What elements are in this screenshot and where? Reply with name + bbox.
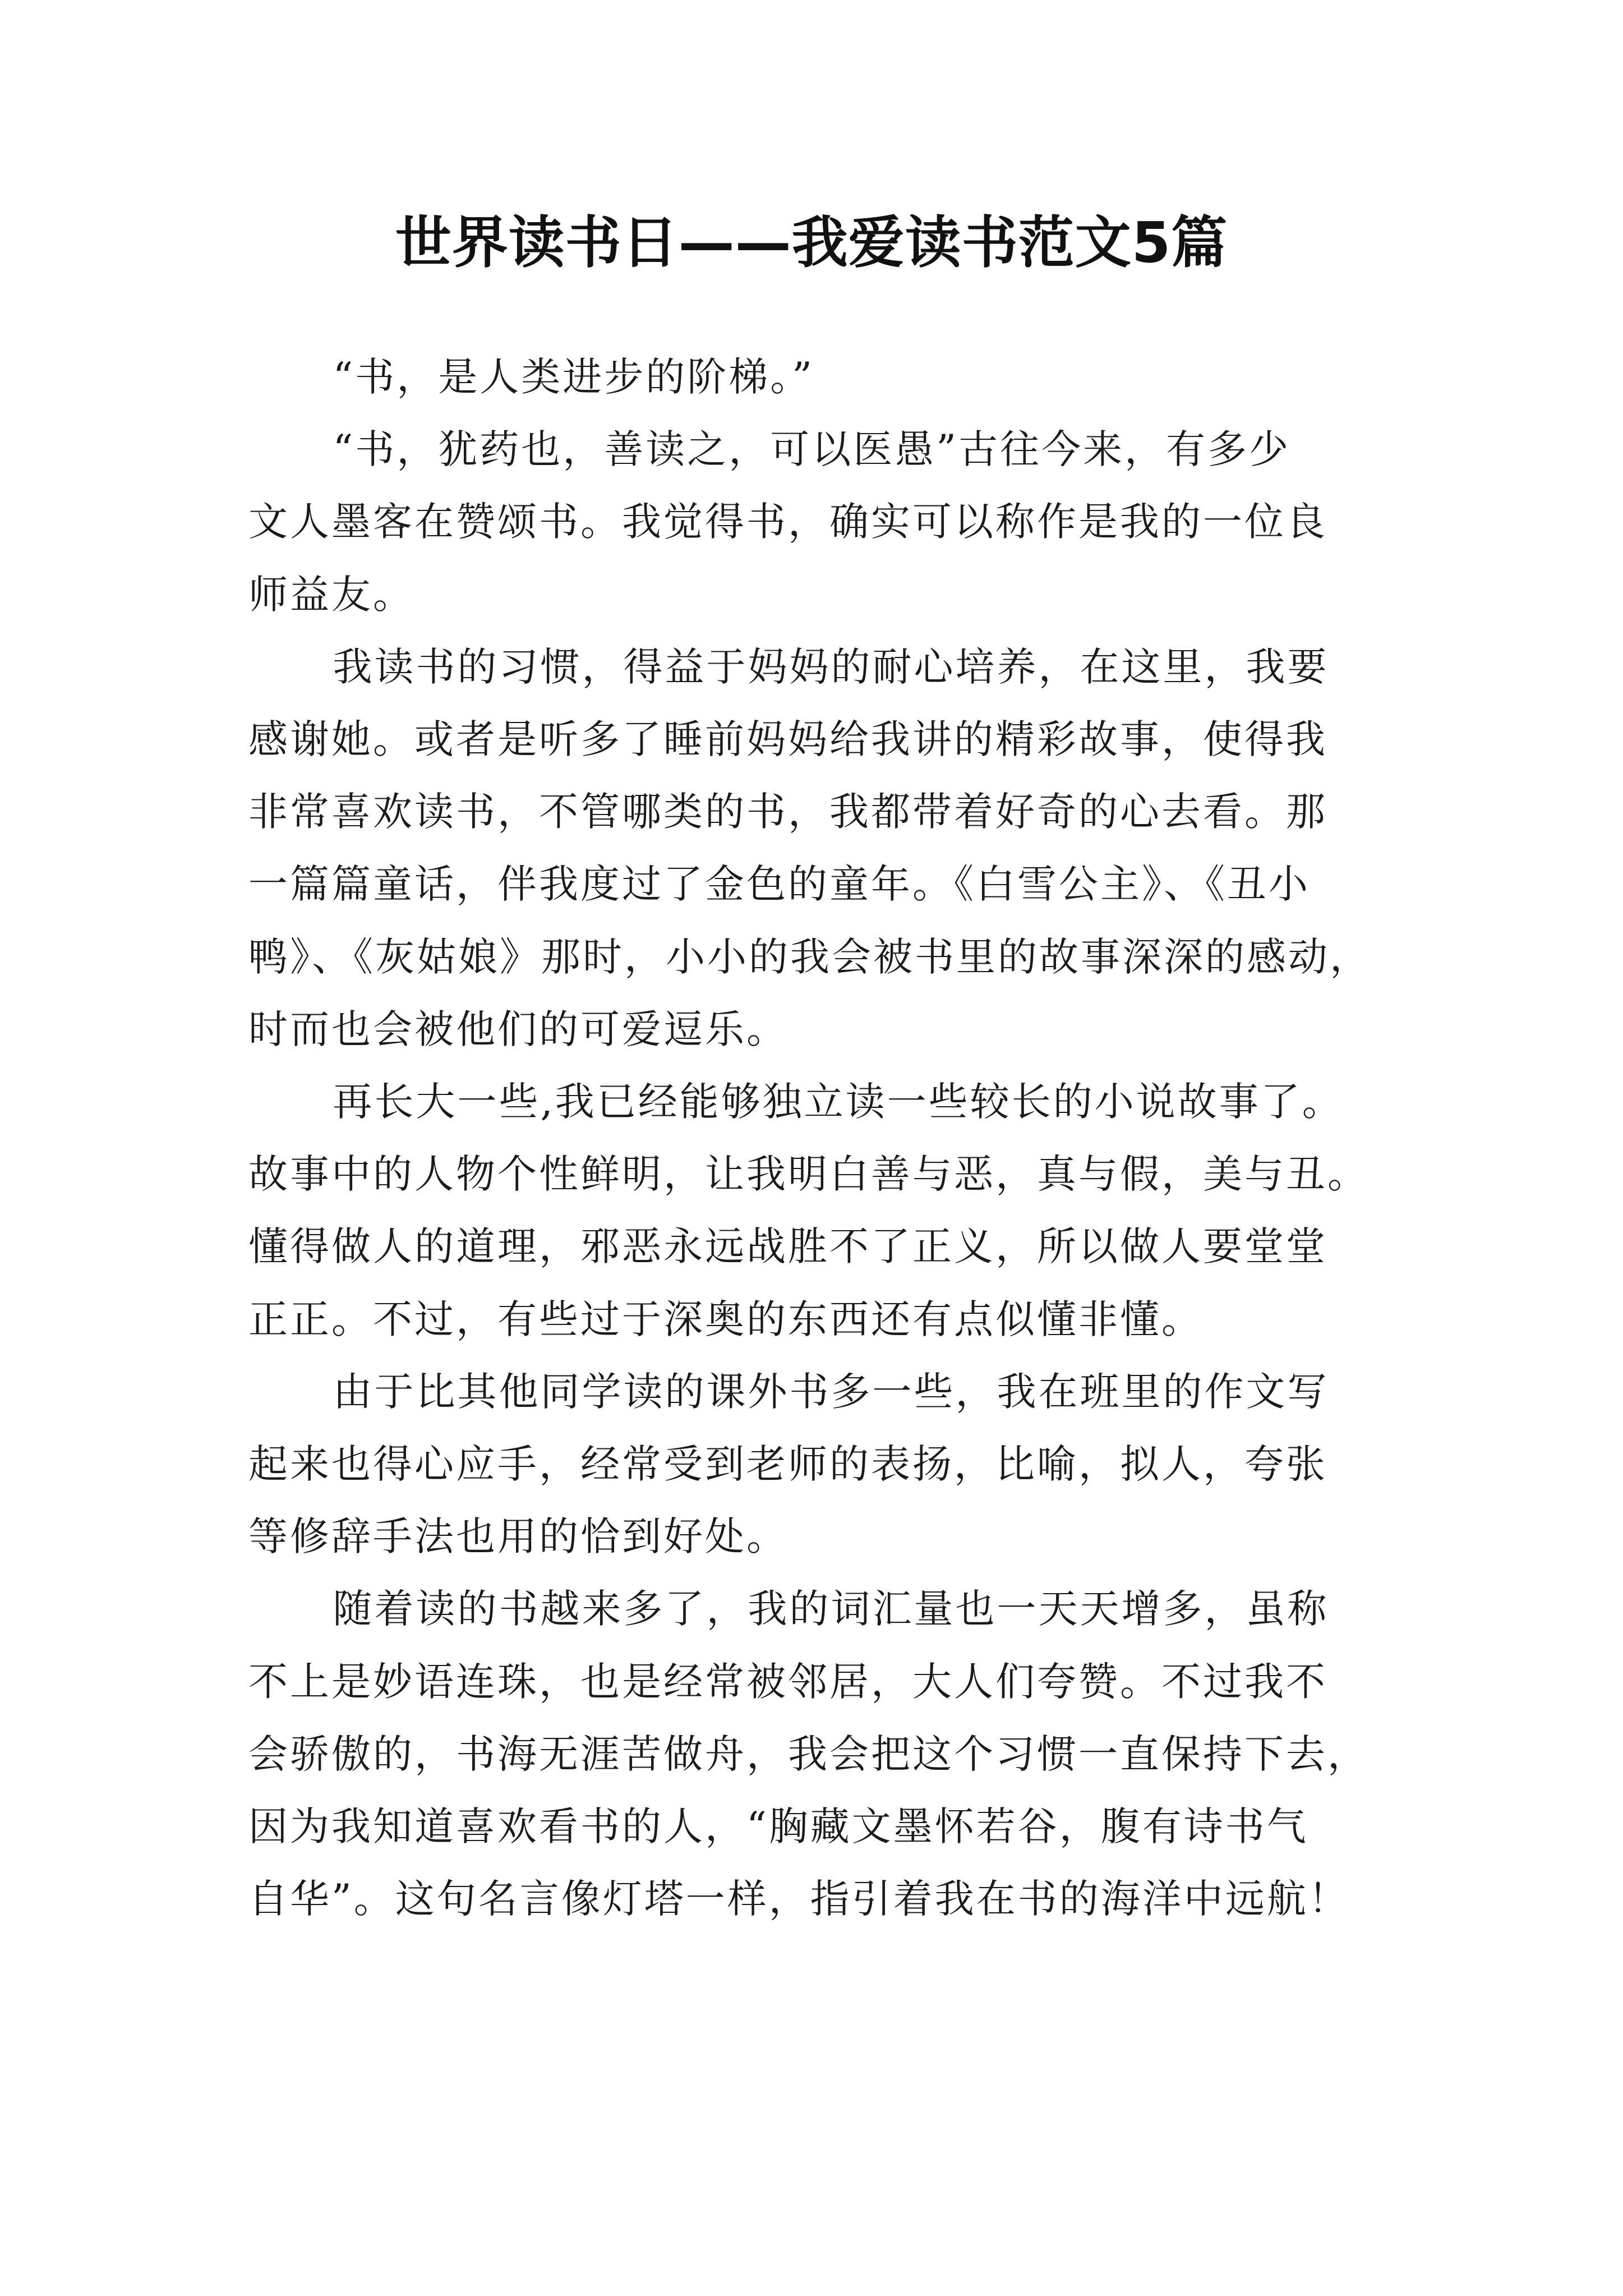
paragraph-6: 随着读的书越来多了，我的词汇量也一天天增多，虽称 不上是妙语连珠，也是经常被邻居，大人们夸赞。不过我不 会骄傲的，书海无涯苦做舟，我会把这个习惯一直保持下去， 因为我知道喜欢看书的人，“胸藏文墨怀若谷，腹有诗书气 自华”。这句名言像灯塔一样，指引着我在书的海洋中远航！ <box>248 1586 1369 1922</box>
paragraph-1: “书，是人类进步的阶梯。” <box>333 354 815 400</box>
paragraph-3: 我读书的习惯，得益于妈妈的耐心培养，在这里，我要 感谢她。或者是听多了睡前妈妈给我讲的精彩故事，使得我 非常喜欢读书，不管哪类的书，我都带着好奇的心去看。那 一篇篇童话，伴我度过了金色的童年。《白雪公主》、《丑小 鸭》、《灰姑娘》那时，小小的我会被书里的故事深深的感动， 时而也会被他们的可爱逗乐。 <box>248 643 1371 1052</box>
paragraph-4: 再长大一些,我已经能够独立读一些较长的小说故事了。 故事中的人物个性鲜明，让我明白善与恶，真与假，美与丑。 懂得做人的道理，邪恶永远战胜不了正义，所以做人要堂堂 正正。不过，有些过于深奥的东西还有点似懂非懂。 <box>248 1079 1369 1342</box>
document-title: 世界读书日——我爱读书范文5篇 <box>395 210 1228 275</box>
document-body <box>248 341 1393 1935</box>
paragraph-2: “书，犹药也，善读之，可以医愚”古往今来，有多少 文人墨客在赞颂书。我觉得书，确实可以称作是我的一位良 师益友。 <box>248 426 1327 618</box>
paragraph-5: 由于比其他同学读的课外书多一些，我在班里的作文写 起来也得心应手，经常受到老师的表扬，比喻，拟人，夸张 等修辞手法也用的恰到好处。 <box>248 1368 1329 1560</box>
